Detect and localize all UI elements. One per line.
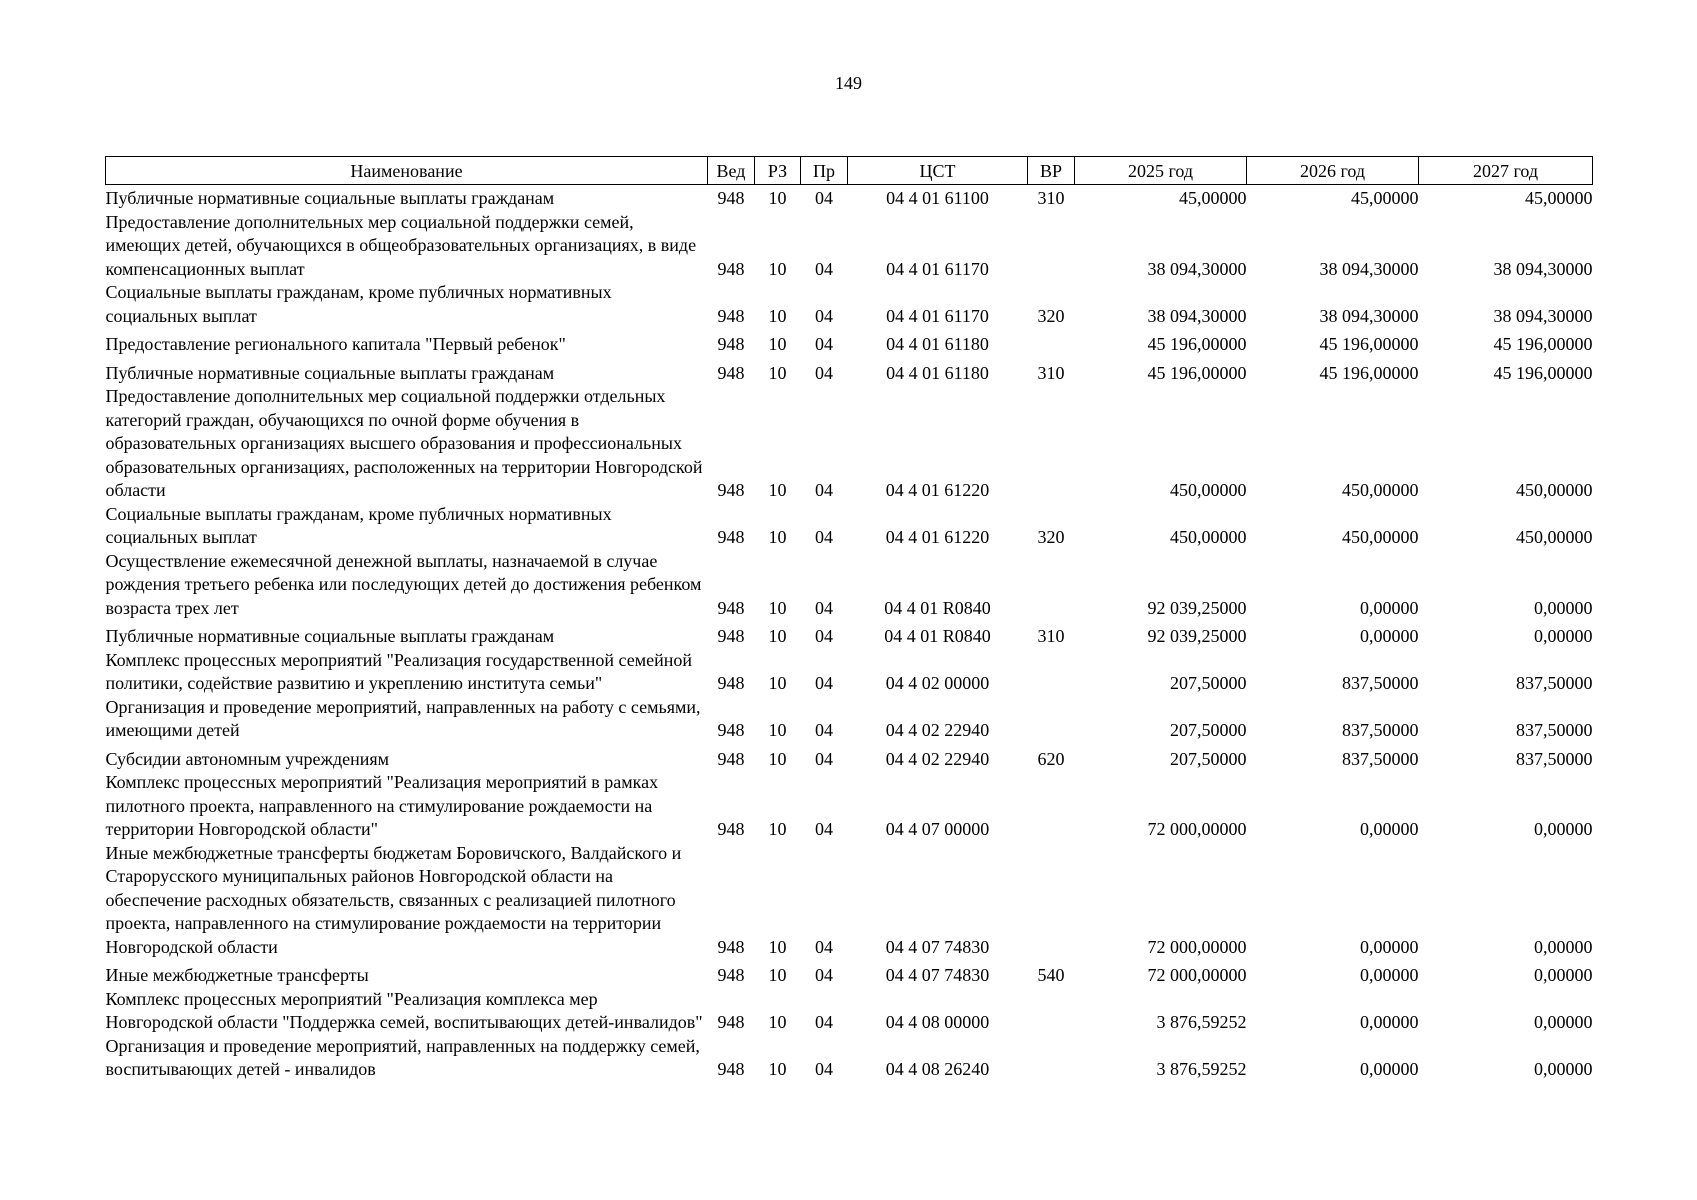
row-2025: 92 039,25000: [1147, 597, 1247, 618]
row-ved: 948: [717, 1012, 745, 1032]
row-vr: 540: [1037, 965, 1065, 985]
header-2026: 2026 год: [1247, 157, 1419, 185]
row-2027: 0,00000: [1534, 626, 1593, 646]
row-vr: 310: [1037, 188, 1065, 208]
row-cst: 04 4 07 74830: [885, 965, 990, 985]
table-row: [106, 385, 1593, 503]
row-rz: 10: [768, 1059, 787, 1079]
row-name: Социальные выплаты гражданам, кроме публичных нормативных социальных выплат: [105, 282, 612, 326]
row-2027: 38 094,30000: [1493, 305, 1593, 326]
row-2027: 0,00000: [1534, 1059, 1593, 1079]
row-2026: 450,00000: [1342, 527, 1419, 547]
row-2025: 38 094,30000: [1147, 258, 1247, 279]
row-rz: 10: [768, 626, 787, 646]
row-cst: 04 4 01 61100: [886, 188, 989, 208]
row-2025: 207,50000: [1170, 748, 1247, 769]
row-ved: 948: [717, 819, 745, 839]
table-row: [106, 988, 1593, 1035]
row-2027: 837,50000: [1516, 720, 1593, 740]
row-cst: 04 4 01 61180: [886, 362, 989, 383]
row-name: Субсидии автономным учреждениям: [105, 748, 390, 769]
row-ved: 948: [717, 673, 745, 693]
row-cst: 04 4 01 61170: [886, 258, 989, 279]
row-2027: 837,50000: [1516, 673, 1593, 693]
row-2027: 0,00000: [1534, 1012, 1593, 1032]
row-2025: 3 876,59252: [1156, 1012, 1247, 1032]
budget-table: [105, 156, 1593, 1082]
row-2026: 0,00000: [1360, 1012, 1419, 1032]
header-name: Наименование: [106, 157, 708, 185]
row-ved: 948: [717, 334, 745, 354]
row-cst: 04 4 01 61170: [886, 305, 989, 326]
row-vr: [1028, 696, 1075, 743]
row-2025: 45 196,00000: [1147, 362, 1247, 383]
row-rz: 10: [768, 305, 787, 326]
row-pr: 04: [815, 258, 833, 279]
row-2026: 450,00000: [1342, 480, 1419, 500]
row-cst: 04 4 02 00000: [885, 673, 990, 693]
row-pr: 04: [815, 480, 833, 500]
row-ved: 948: [717, 626, 745, 646]
row-name: Организация и проведение мероприятий, направленных на работу с семьями, имеющими детей: [105, 696, 701, 740]
row-2026: 837,50000: [1342, 720, 1419, 740]
row-name: Иные межбюджетные трансферты: [105, 965, 369, 985]
row-ved: 948: [717, 362, 745, 383]
row-2027: 38 094,30000: [1493, 258, 1593, 279]
row-2026: 38 094,30000: [1319, 305, 1419, 326]
row-name: Иные межбюджетные трансферты бюджетам Боровичского, Валдайского и Старорусского муниципальных районов Новгородской области на обеспечение расходных обязательств, связанных с реализацией пилотного проекта, направленного на стимулирование рождаемости на территории Новгородской области: [105, 842, 682, 957]
table-row: [106, 743, 1593, 772]
row-pr: 04: [815, 1059, 833, 1079]
row-2026: 837,50000: [1342, 673, 1419, 693]
row-2027: 450,00000: [1516, 527, 1593, 547]
header-cst: ЦСТ: [848, 157, 1028, 185]
row-vr: 320: [1037, 527, 1065, 547]
row-rz: 10: [768, 527, 787, 547]
row-rz: 10: [768, 362, 787, 383]
row-ved: 948: [717, 188, 745, 208]
header-pr: Пр: [801, 157, 848, 185]
row-2026: 38 094,30000: [1319, 258, 1419, 279]
table-row: [106, 328, 1593, 357]
row-cst: 04 4 01 61220: [885, 527, 990, 547]
row-rz: 10: [768, 334, 787, 354]
row-name: Комплекс процессных мероприятий "Реализация государственной семейной политики, содействие развитию и укреплению института семьи": [105, 649, 693, 693]
row-name: Публичные нормативные социальные выплаты гражданам: [105, 626, 555, 646]
row-2027: 450,00000: [1516, 480, 1593, 500]
row-2025: 72 000,00000: [1147, 819, 1247, 839]
row-pr: 04: [815, 334, 833, 354]
row-rz: 10: [768, 936, 787, 957]
row-2025: 45 196,00000: [1147, 334, 1247, 354]
table-row: [106, 842, 1593, 960]
row-rz: 10: [768, 1012, 787, 1032]
row-name: Предоставление дополнительных мер социальной поддержки отдельных категорий граждан, обучающихся по очной форме обучения в образовательных организациях высшего образования и профессиональных образовательных организациях, расположенных на территории Новгородской области: [105, 386, 703, 500]
row-2025: 72 000,00000: [1147, 965, 1247, 985]
row-2026: 45 196,00000: [1319, 334, 1419, 354]
row-ved: 948: [717, 936, 745, 957]
table-row: [106, 771, 1593, 842]
table-row: [106, 649, 1593, 696]
row-2027: 0,00000: [1534, 965, 1593, 985]
row-2027: 837,50000: [1516, 748, 1593, 769]
row-pr: 04: [815, 673, 833, 693]
table-row: [106, 1035, 1593, 1082]
row-cst: 04 4 02 22940: [885, 748, 990, 769]
row-vr: 310: [1037, 362, 1065, 383]
row-cst: 04 4 08 00000: [885, 1012, 990, 1032]
row-name: Публичные нормативные социальные выплаты гражданам: [105, 362, 555, 383]
row-ved: 948: [717, 527, 745, 547]
row-vr: [1028, 1035, 1075, 1082]
row-pr: 04: [815, 597, 833, 618]
row-2026: 45,00000: [1351, 188, 1419, 208]
header-2025: 2025 год: [1075, 157, 1247, 185]
row-ved: 948: [717, 258, 745, 279]
row-ved: 948: [717, 720, 745, 740]
row-2025: 207,50000: [1170, 720, 1247, 740]
row-pr: 04: [815, 188, 833, 208]
header-row: [106, 157, 1593, 185]
table-row: [106, 959, 1593, 988]
row-2026: 0,00000: [1360, 626, 1419, 646]
row-cst: 04 4 01 61180: [886, 334, 989, 354]
row-pr: 04: [815, 965, 833, 985]
row-pr: 04: [815, 720, 833, 740]
row-2026: 0,00000: [1360, 819, 1419, 839]
row-rz: 10: [768, 819, 787, 839]
table-row: [106, 696, 1593, 743]
header-vr: ВР: [1028, 157, 1075, 185]
table-row: [106, 550, 1593, 621]
row-2025: 45,00000: [1179, 188, 1247, 208]
row-pr: 04: [815, 1012, 833, 1032]
row-pr: 04: [815, 362, 833, 383]
row-cst: 04 4 01 R0840: [884, 626, 991, 646]
header-rz: РЗ: [755, 157, 801, 185]
row-ved: 948: [717, 480, 745, 500]
row-2025: 450,00000: [1170, 527, 1247, 547]
row-2026: 837,50000: [1342, 748, 1419, 769]
row-cst: 04 4 07 00000: [885, 819, 990, 839]
row-2027: 45 196,00000: [1493, 334, 1593, 354]
table-row: [106, 357, 1593, 386]
row-rz: 10: [768, 480, 787, 500]
row-rz: 10: [768, 597, 787, 618]
row-cst: 04 4 07 74830: [885, 936, 990, 957]
row-ved: 948: [717, 305, 745, 326]
table-row: [106, 185, 1593, 211]
row-ved: 948: [717, 748, 745, 769]
row-cst: 04 4 01 61220: [885, 480, 990, 500]
row-cst: 04 4 02 22940: [885, 720, 990, 740]
row-ved: 948: [717, 1059, 745, 1079]
row-cst: 04 4 01 R0840: [884, 597, 991, 618]
row-name: Организация и проведение мероприятий, направленных на поддержку семей, воспитывающих детей - инвалидов: [105, 1035, 700, 1079]
row-vr: [1028, 385, 1075, 503]
row-2025: 72 000,00000: [1147, 936, 1247, 957]
row-pr: 04: [815, 748, 833, 769]
row-2026: 0,00000: [1360, 1059, 1419, 1079]
page-number: 149: [835, 73, 862, 93]
row-2025: 3 876,59252: [1156, 1059, 1247, 1079]
row-rz: 10: [768, 673, 787, 693]
row-vr: [1028, 211, 1075, 282]
row-rz: 10: [768, 748, 787, 769]
row-name: Предоставление дополнительных мер социальной поддержки семей, имеющих детей, обучающихся в общеобразовательных организациях, в виде компенсационных выплат: [105, 211, 697, 279]
row-cst: 04 4 08 26240: [885, 1059, 990, 1079]
row-pr: 04: [815, 305, 833, 326]
row-name: Социальные выплаты гражданам, кроме публичных нормативных социальных выплат: [105, 503, 612, 547]
table-row: [106, 281, 1593, 328]
row-2027: 0,00000: [1534, 597, 1593, 618]
row-2025: 38 094,30000: [1147, 305, 1247, 326]
table-body: [106, 185, 1593, 1082]
row-vr: [1028, 649, 1075, 696]
row-name: Комплекс процессных мероприятий "Реализация комплекса мер Новгородской области "Поддержка семей, воспитывающих детей-инвалидов": [105, 988, 703, 1032]
row-2026: 0,00000: [1360, 965, 1419, 985]
row-name: Комплекс процессных мероприятий "Реализация мероприятий в рамках пилотного проекта, направленного на стимулирование рождаемости на территории Новгородской области": [105, 772, 659, 839]
row-2025: 207,50000: [1170, 673, 1247, 693]
row-name: Публичные нормативные социальные выплаты гражданам: [105, 188, 555, 208]
row-2027: 45 196,00000: [1493, 362, 1593, 383]
row-2027: 0,00000: [1534, 819, 1593, 839]
row-pr: 04: [815, 936, 833, 957]
row-ved: 948: [717, 965, 745, 985]
row-vr: 620: [1037, 748, 1065, 769]
row-vr: [1028, 988, 1075, 1035]
row-2025: 450,00000: [1170, 480, 1247, 500]
header-2027: 2027 год: [1419, 157, 1593, 185]
table-row: [106, 211, 1593, 282]
row-vr: [1028, 550, 1075, 621]
row-vr: 320: [1037, 305, 1065, 326]
table-row: [106, 503, 1593, 550]
row-pr: 04: [815, 527, 833, 547]
row-name: Предоставление регионального капитала "Первый ребенок": [105, 334, 566, 354]
row-2025: 92 039,25000: [1147, 626, 1247, 646]
row-vr: [1028, 328, 1075, 357]
row-pr: 04: [815, 819, 833, 839]
header-ved: Вед: [708, 157, 755, 185]
row-rz: 10: [768, 965, 787, 985]
row-vr: [1028, 842, 1075, 960]
row-rz: 10: [768, 258, 787, 279]
row-rz: 10: [768, 188, 787, 208]
row-ved: 948: [717, 597, 745, 618]
row-2027: 45,00000: [1525, 188, 1593, 208]
table-row: [106, 620, 1593, 649]
row-2026: 0,00000: [1360, 936, 1419, 957]
row-2027: 0,00000: [1534, 936, 1593, 957]
row-2026: 0,00000: [1360, 597, 1419, 618]
row-name: Осуществление ежемесячной денежной выплаты, назначаемой в случае рождения третьего ребенка или последующих детей до достижения ребенком возраста трех лет: [105, 550, 702, 618]
row-vr: [1028, 771, 1075, 842]
row-vr: 310: [1037, 626, 1065, 646]
row-rz: 10: [768, 720, 787, 740]
row-pr: 04: [815, 626, 833, 646]
row-2026: 45 196,00000: [1319, 362, 1419, 383]
